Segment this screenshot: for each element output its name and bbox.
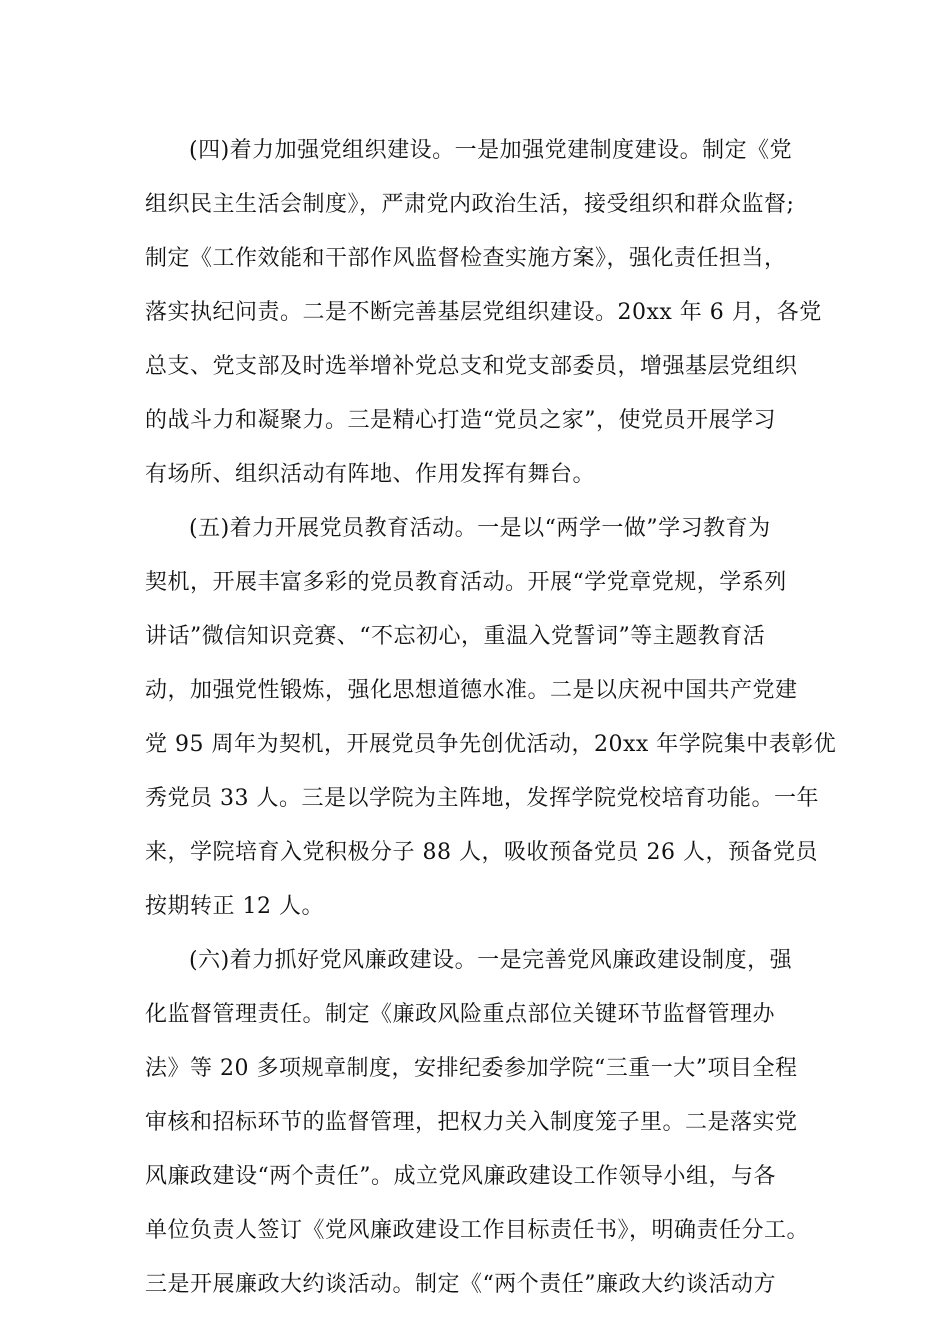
paragraph-line: (四)着力加强党组织建设。一是加强党建制度建设。制定《党	[189, 138, 793, 163]
paragraph-line: 讲话”微信知识竞赛、“不忘初心，重温入党誓词”等主题教育活	[145, 624, 766, 649]
paragraph-section-four	[145, 124, 825, 502]
paragraph-line: 组织民主生活会制度》，严肃党内政治生活，接受组织和群众监督;	[145, 192, 795, 217]
paragraph-line: 按期转正 12 人。	[145, 894, 324, 919]
document-body	[145, 124, 837, 1312]
paragraph-line: (五)着力开展党员教育活动。一是以“两学一做”学习教育为	[189, 516, 771, 541]
paragraph-line: 三是开展廉政大约谈活动。制定《“两个责任”廉政大约谈活动方	[145, 1272, 776, 1297]
paragraph-line: 有场所、组织活动有阵地、作用发挥有舞台。	[145, 462, 596, 487]
paragraph-line: 审核和招标环节的监督管理，把权力关入制度笼子里。二是落实党	[145, 1110, 798, 1135]
paragraph-line: 风廉政建设“两个责任”。成立党风廉政建设工作领导小组，与各	[145, 1164, 776, 1189]
paragraph-line: 法》等 20 多项规章制度，安排纪委参加学院“三重一大”项目全程	[145, 1056, 798, 1081]
paragraph-line: 总支、党支部及时选举增补党总支和党支部委员，增强基层党组织	[145, 354, 798, 379]
paragraph-line: 单位负责人签订《党风廉政建设工作目标责任书》，明确责任分工。	[145, 1218, 810, 1243]
paragraph-line: 秀党员 33 人。三是以学院为主阵地，发挥学院党校培育功能。一年	[145, 786, 819, 811]
paragraph-section-six	[145, 934, 825, 1312]
paragraph-line: 党 95 周年为契机，开展党员争先创优活动，20xx 年学院集中表彰优	[145, 732, 837, 757]
paragraph-section-five	[145, 502, 837, 934]
paragraph-line: (六)着力抓好党风廉政建设。一是完善党风廉政建设制度，强	[189, 948, 793, 973]
paragraph-line: 契机，开展丰富多彩的党员教育活动。开展“学党章党规，学系列	[145, 570, 787, 595]
paragraph-line: 来，学院培育入党积极分子 88 人，吸收预备党员 26 人，预备党员	[145, 840, 818, 865]
paragraph-line: 落实执纪问责。二是不断完善基层党组织建设。20xx 年 6 月，各党	[145, 300, 822, 325]
paragraph-line: 动，加强党性锻炼，强化思想道德水准。二是以庆祝中国共产党建	[145, 678, 798, 703]
paragraph-line: 的战斗力和凝聚力。三是精心打造“党员之家”，使党员开展学习	[145, 408, 776, 433]
paragraph-line: 化监督管理责任。制定《廉政风险重点部位关键环节监督管理办	[145, 1002, 776, 1027]
paragraph-line: 制定《工作效能和干部作风监督检查实施方案》，强化责任担当，	[145, 246, 787, 271]
